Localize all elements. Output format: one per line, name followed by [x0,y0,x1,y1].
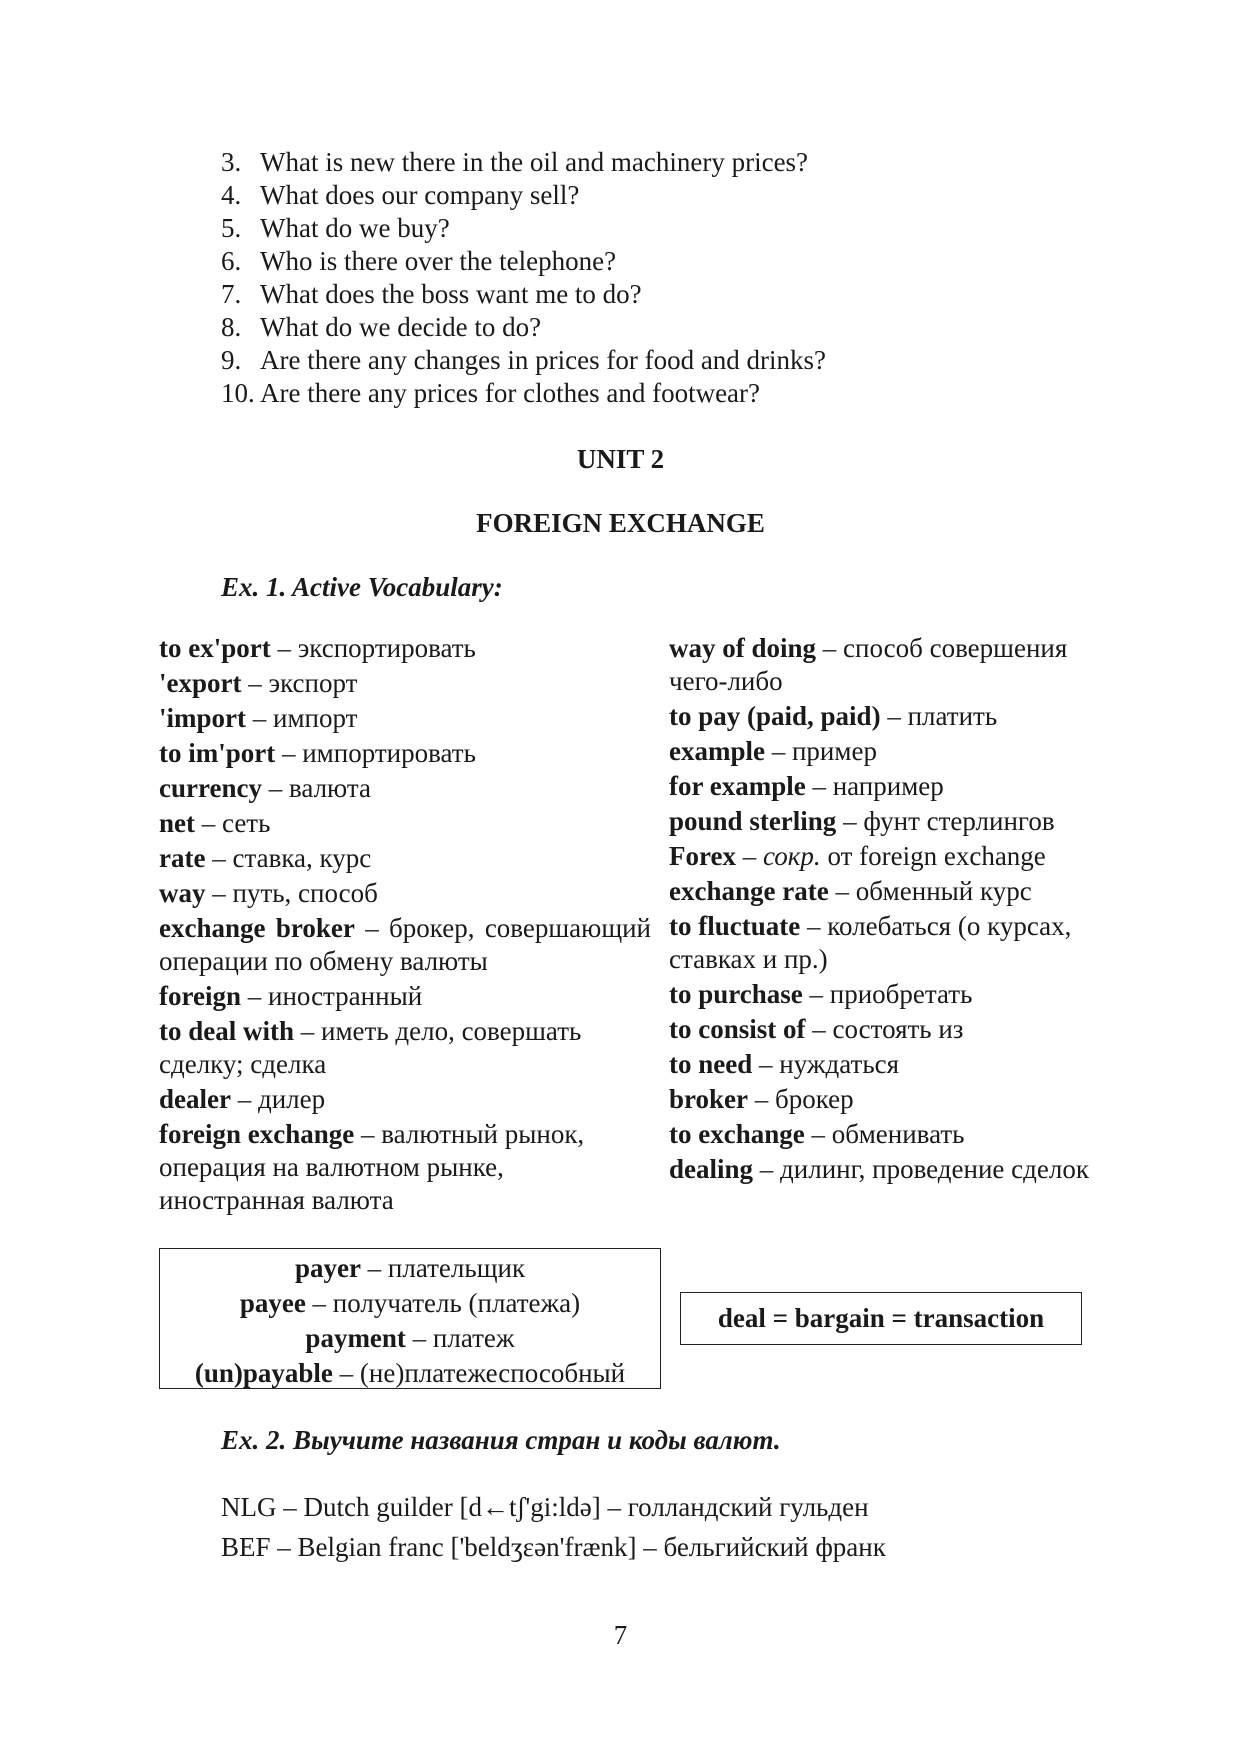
vocab-term: net [159,808,195,838]
question-text: Who is there over the telephone? [260,246,617,276]
question-item [221,245,826,278]
vocab-definition: – импорт [246,703,358,733]
vocab-entry [669,875,1099,908]
question-number: 3. [221,147,242,177]
vocab-term: 'import [159,703,246,733]
vocab-term: to im'port [159,738,276,768]
vocabulary-left-column [159,632,651,1219]
vocab-definition: – иностранный [241,981,423,1011]
vocab-definition: – состоять из [805,1014,964,1044]
vocab-term: for example [669,771,806,801]
question-number: 10. [221,378,255,408]
vocab-term: rate [159,843,206,873]
vocab-entry [669,1048,1099,1081]
vocab-definition: – приобретать [802,979,973,1009]
question-text: Are there any prices for clothes and footwear? [260,378,761,408]
vocabulary-right-column [669,632,1099,1188]
question-number: 8. [221,312,242,342]
vocab-entry [669,1118,1099,1151]
question-text: What does the boss want me to do? [260,279,642,309]
vocab-term: foreign [159,981,241,1011]
question-number: 4. [221,180,242,210]
vocab-term: to exchange [669,1119,805,1149]
vocab-definition: – импортировать [275,738,476,768]
box-term: payee [239,1288,306,1318]
vocab-term: to pay (paid, paid) [669,701,881,731]
currency-code-list [221,1487,886,1567]
vocab-term: 'export [159,668,242,698]
question-item [221,311,826,344]
vocab-definition: – путь, способ [205,878,378,908]
vocab-definition: от foreign exchange [820,841,1046,871]
question-item [221,212,826,245]
vocab-entry [669,1153,1099,1186]
question-list [221,146,826,410]
vocab-term: to need [669,1049,753,1079]
unit-heading: UNIT 2 [576,444,665,474]
box-entry [160,1321,660,1356]
vocab-term: broker [669,1084,748,1114]
vocab-entry [159,667,651,700]
vocab-entry [159,877,651,910]
vocab-definition: – дилинг, проведение сделок [753,1154,1089,1184]
vocab-definition: – пример [764,736,877,766]
vocab-definition: – нуждаться [752,1049,900,1079]
vocab-entry [159,772,651,805]
payment-terms-box [159,1248,661,1389]
vocab-term: foreign exchange [159,1119,355,1149]
box-definition: – получатель (платежа) [305,1288,581,1318]
question-item [221,278,826,311]
vocab-definition: – экспорт [241,668,358,698]
currency-code-line: NLG – Dutch guilder [d←tʃ'gi:ldə] – голландский гульден [221,1492,869,1522]
vocab-entry [159,1015,651,1081]
vocab-definition: – дилер [230,1084,326,1114]
vocab-term: to ex'port [159,633,271,663]
vocab-entry [669,910,1099,976]
question-number: 9. [221,345,242,375]
vocab-definition: – способ совершения чего-либо [669,633,1068,696]
vocab-definition: – валютный рынок, операция на валютном рынке, иностранная валюта [159,1119,585,1215]
vocab-entry [669,805,1099,838]
vocab-entry [669,1083,1099,1116]
box-definition: – (не)платежеспособный [332,1358,626,1388]
vocab-definition: – ставка, курс [205,843,372,873]
question-item [221,146,826,179]
vocab-term: example [669,736,765,766]
vocab-term: to consist of [669,1014,806,1044]
vocab-entry [159,737,651,770]
vocab-entry [669,978,1099,1011]
vocab-entry [669,770,1099,803]
vocab-term: to purchase [669,979,803,1009]
vocab-entry [159,912,651,978]
box-entry [160,1251,660,1286]
question-text: What do we buy? [260,213,450,243]
page-number: 7 [613,1620,628,1650]
vocab-definition: – платить [880,701,998,731]
vocab-term: to fluctuate [669,911,801,941]
question-number: 6. [221,246,242,276]
vocab-entry [669,735,1099,768]
question-number: 5. [221,213,242,243]
currency-code-line: BEF – Belgian franc ['beldʒεən'frænk] – бельгийский франк [221,1532,886,1562]
vocab-entry [159,980,651,1013]
vocab-entry [669,632,1099,698]
vocab-term: way of doing [669,633,817,663]
synonyms-box: deal = bargain = transaction [680,1292,1082,1345]
vocab-term: dealing [669,1154,754,1184]
vocab-entry [669,700,1099,733]
vocab-definition: – валюта [261,773,371,803]
vocab-term: to deal with [159,1016,294,1046]
vocab-term: currency [159,773,262,803]
vocab-entry [159,1083,651,1116]
vocab-term: pound sterling [669,806,837,836]
vocab-term: dealer [159,1084,231,1114]
vocab-definition: – брокер [748,1084,854,1114]
vocab-entry [159,632,651,665]
exercise-1-heading: Ex. 1. Active Vocabulary: [221,572,503,602]
vocab-definition-dash: – [735,841,763,871]
question-text: What does our company sell? [260,180,580,210]
vocab-entry [159,702,651,735]
box-term: payment [305,1323,406,1353]
box-definition: – платеж [405,1323,515,1353]
vocab-term: Forex [669,841,736,871]
exercise-2-heading: Ex. 2. Выучите названия стран и коды валют. [221,1425,781,1455]
vocab-definition: – например [805,771,944,801]
vocab-definition: – фунт стерлингов [836,806,1055,836]
vocab-definition: – сеть [195,808,271,838]
vocab-definition: – брокер, совершающий операции по обмену валюты [159,913,652,976]
box-definition: – плательщик [360,1253,526,1283]
vocab-entry [669,1013,1099,1046]
vocab-entry [669,840,1099,873]
unit-title: FOREIGN EXCHANGE [476,508,765,538]
vocab-entry [159,842,651,875]
question-text: What is new there in the oil and machinery prices? [260,147,809,177]
vocab-term: exchange rate [669,876,829,906]
question-text: Are there any changes in prices for food and drinks? [260,345,827,375]
box-term: payer [294,1253,361,1283]
vocab-entry [159,807,651,840]
box-term: (un)payable [194,1358,333,1388]
vocab-term: exchange broker [159,913,355,943]
vocab-entry [159,1118,651,1217]
question-item [221,377,826,410]
question-number: 7. [221,279,242,309]
vocab-definition: – экспортировать [270,633,476,663]
box-entry [160,1356,660,1391]
question-item [221,179,826,212]
vocab-definition: – колебаться (о курсах, ставках и пр.) [669,911,1072,974]
question-text: What do we decide to do? [260,312,542,342]
vocab-definition: – обменивать [804,1119,965,1149]
vocab-definition: – обменный курс [828,876,1032,906]
vocab-abbreviation: сокр. [762,841,821,871]
question-item [221,344,826,377]
box-entry [160,1286,660,1321]
vocab-term: way [159,878,206,908]
vocab-definition: – иметь дело, совершать сделку; сделка [159,1016,582,1079]
